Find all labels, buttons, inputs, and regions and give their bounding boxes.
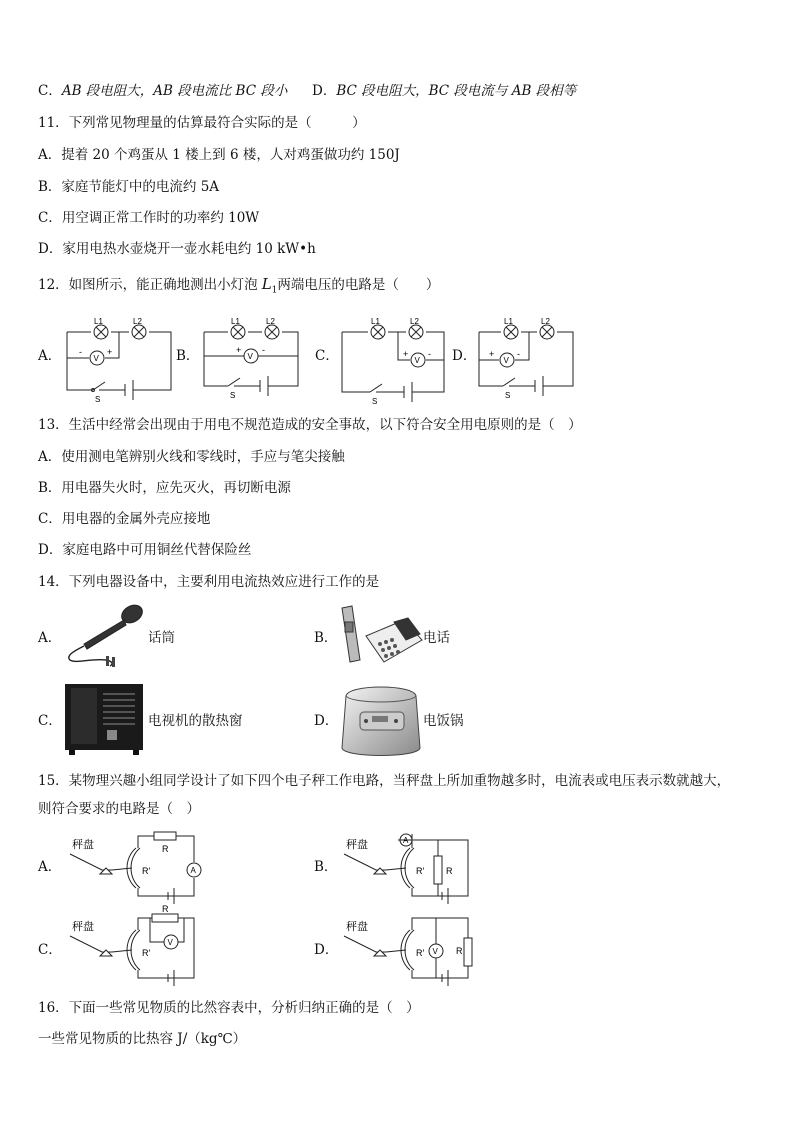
svg-text:-: - xyxy=(517,349,520,359)
svg-text:L2: L2 xyxy=(541,317,550,326)
q15-option-c-label: C． xyxy=(38,942,62,958)
svg-text:+: + xyxy=(489,349,495,359)
q12a-switch-label: S xyxy=(95,395,101,404)
svg-text:L1: L1 xyxy=(504,317,513,326)
q12-option-c-label: C． xyxy=(315,348,339,364)
q12-option-a-label: A． xyxy=(38,348,62,364)
q12-stem: 12．如图所示，能正确地测出小灯泡 $L_1$两端电压的电路是（ ） xyxy=(38,275,440,296)
svg-text:V: V xyxy=(414,356,420,365)
svg-text:S: S xyxy=(505,391,511,400)
svg-text:L2: L2 xyxy=(266,317,275,326)
q12a-lamp1-label: L1 xyxy=(94,317,103,326)
q11-stem: 11．下列常见物理量的估算最符合实际的是（ ） xyxy=(38,115,366,131)
q12-lamp-symbol: L xyxy=(261,275,272,293)
q14-option-b-caption: 电话 xyxy=(423,630,450,646)
svg-text:S: S xyxy=(372,397,378,406)
q15-option-b-label: B． xyxy=(314,859,338,875)
q16-table-title: 一些常见物质的比热容 J/（kg℃） xyxy=(38,1031,247,1047)
telephone-image xyxy=(336,600,424,670)
svg-text:L1: L1 xyxy=(231,317,240,326)
q10-option-c: C．AB 段电阻大，AB 段电流比 BC 段小 xyxy=(38,83,288,99)
tv-vent-image xyxy=(63,680,145,756)
svg-text:L1: L1 xyxy=(371,317,380,326)
svg-text:R: R xyxy=(446,866,453,876)
svg-text:R′: R′ xyxy=(142,948,151,958)
q12-circuit-b xyxy=(202,310,312,400)
q11-option-d: D．家用电热水壶烧开一壶水耗电约 10 kW•h xyxy=(38,241,316,257)
svg-text:-: - xyxy=(428,349,431,359)
q12a-voltmeter-label: V xyxy=(93,354,99,363)
svg-text:L2: L2 xyxy=(410,317,419,326)
q12-circuit-a xyxy=(65,310,175,404)
q15-option-d-label: D． xyxy=(314,942,339,958)
q15-circuit-d xyxy=(340,908,480,984)
svg-text:R′: R′ xyxy=(416,866,425,876)
q14-stem: 14．下列电器设备中，主要利用电流热效应进行工作的是 xyxy=(38,574,380,590)
q15a-ammeter-label: A xyxy=(190,866,196,875)
q12-circuit-c xyxy=(340,310,450,406)
q14-option-c-caption: 电视机的散热窗 xyxy=(148,713,243,729)
microphone-image xyxy=(62,600,148,670)
svg-text:R: R xyxy=(456,946,463,956)
q13-option-b: B．用电器失火时，应先灭火，再切断电源 xyxy=(38,480,291,496)
svg-text:+: + xyxy=(107,347,113,357)
q12-option-d-label: D． xyxy=(452,348,477,364)
q12a-lamp2-label: L2 xyxy=(133,317,142,326)
svg-text:S: S xyxy=(230,391,236,400)
q14-option-c-label: C． xyxy=(38,713,62,729)
svg-text:R: R xyxy=(162,844,169,854)
q12-option-b-label: B． xyxy=(176,348,200,364)
q13-option-c: C．用电器的金属外壳应接地 xyxy=(38,511,211,527)
svg-text:秤盘: 秤盘 xyxy=(346,839,368,851)
q15-option-a-label: A． xyxy=(38,859,62,875)
q15-circuit-b xyxy=(340,826,480,902)
q15c-voltmeter-label: V xyxy=(167,938,173,947)
q14-option-d-caption: 电饭锅 xyxy=(423,713,464,729)
svg-text:R: R xyxy=(162,904,169,914)
svg-text:-: - xyxy=(79,347,82,357)
q13-stem: 13．生活中经常会出现由于用电不规范造成的安全事故，以下符合安全用电原则的是（ ） xyxy=(38,417,582,433)
q15-circuit-c xyxy=(66,904,206,984)
svg-text:V: V xyxy=(247,352,253,361)
svg-text:V: V xyxy=(503,356,509,365)
q15b-ammeter-label: A xyxy=(403,836,409,845)
svg-text:+: + xyxy=(403,349,409,359)
svg-text:秤盘: 秤盘 xyxy=(346,921,368,933)
q11-option-a: A．提着 20 个鸡蛋从 1 楼上到 6 楼，人对鸡蛋做功约 150J xyxy=(38,147,400,163)
rice-cooker-image xyxy=(338,678,424,760)
q10-option-d: D．BC 段电阻大，BC 段电流与 AB 段相等 xyxy=(312,83,577,99)
q11-option-c: C．用空调正常工作时的功率约 10W xyxy=(38,210,260,226)
q13-option-a: A．使用测电笔辨别火线和零线时，手应与笔尖接触 xyxy=(38,449,345,465)
q15-circuit-a xyxy=(66,826,206,902)
q14-option-a-caption: 话筒 xyxy=(148,630,175,646)
svg-text:秤盘: 秤盘 xyxy=(72,921,94,933)
q15-stem-line2: 则符合要求的电路是（ ） xyxy=(38,801,200,817)
q14-option-a-label: A． xyxy=(38,630,62,646)
q13-option-d: D．家庭电路中可用铜丝代替保险丝 xyxy=(38,542,252,558)
svg-text:R′: R′ xyxy=(142,866,151,876)
q14-option-d-label: D． xyxy=(314,713,339,729)
svg-text:R′: R′ xyxy=(416,948,425,958)
q14-option-b-label: B． xyxy=(314,630,338,646)
svg-text:-: - xyxy=(262,345,265,355)
q10-option-d-text: BC 段电阻大，BC 段电流与 AB 段相等 xyxy=(336,83,577,99)
q15d-voltmeter-label: V xyxy=(432,947,438,956)
q12-circuit-d xyxy=(477,310,587,400)
q16-stem: 16．下面一些常见物质的比然容表中，分析归纳正确的是（ ） xyxy=(38,1000,420,1016)
q10-option-c-text: AB 段电阻大，AB 段电流比 BC 段小 xyxy=(61,83,288,99)
q15-stem-line1: 15．某物理兴趣小组同学设计了如下四个电子秤工作电路，当秤盘上所加重物越多时，电流表或电压表示数就越大， xyxy=(38,773,731,789)
svg-text:+: + xyxy=(236,345,242,355)
svg-text:秤盘: 秤盘 xyxy=(72,839,94,851)
q11-option-b: B．家庭节能灯中的电流约 5A xyxy=(38,179,220,195)
